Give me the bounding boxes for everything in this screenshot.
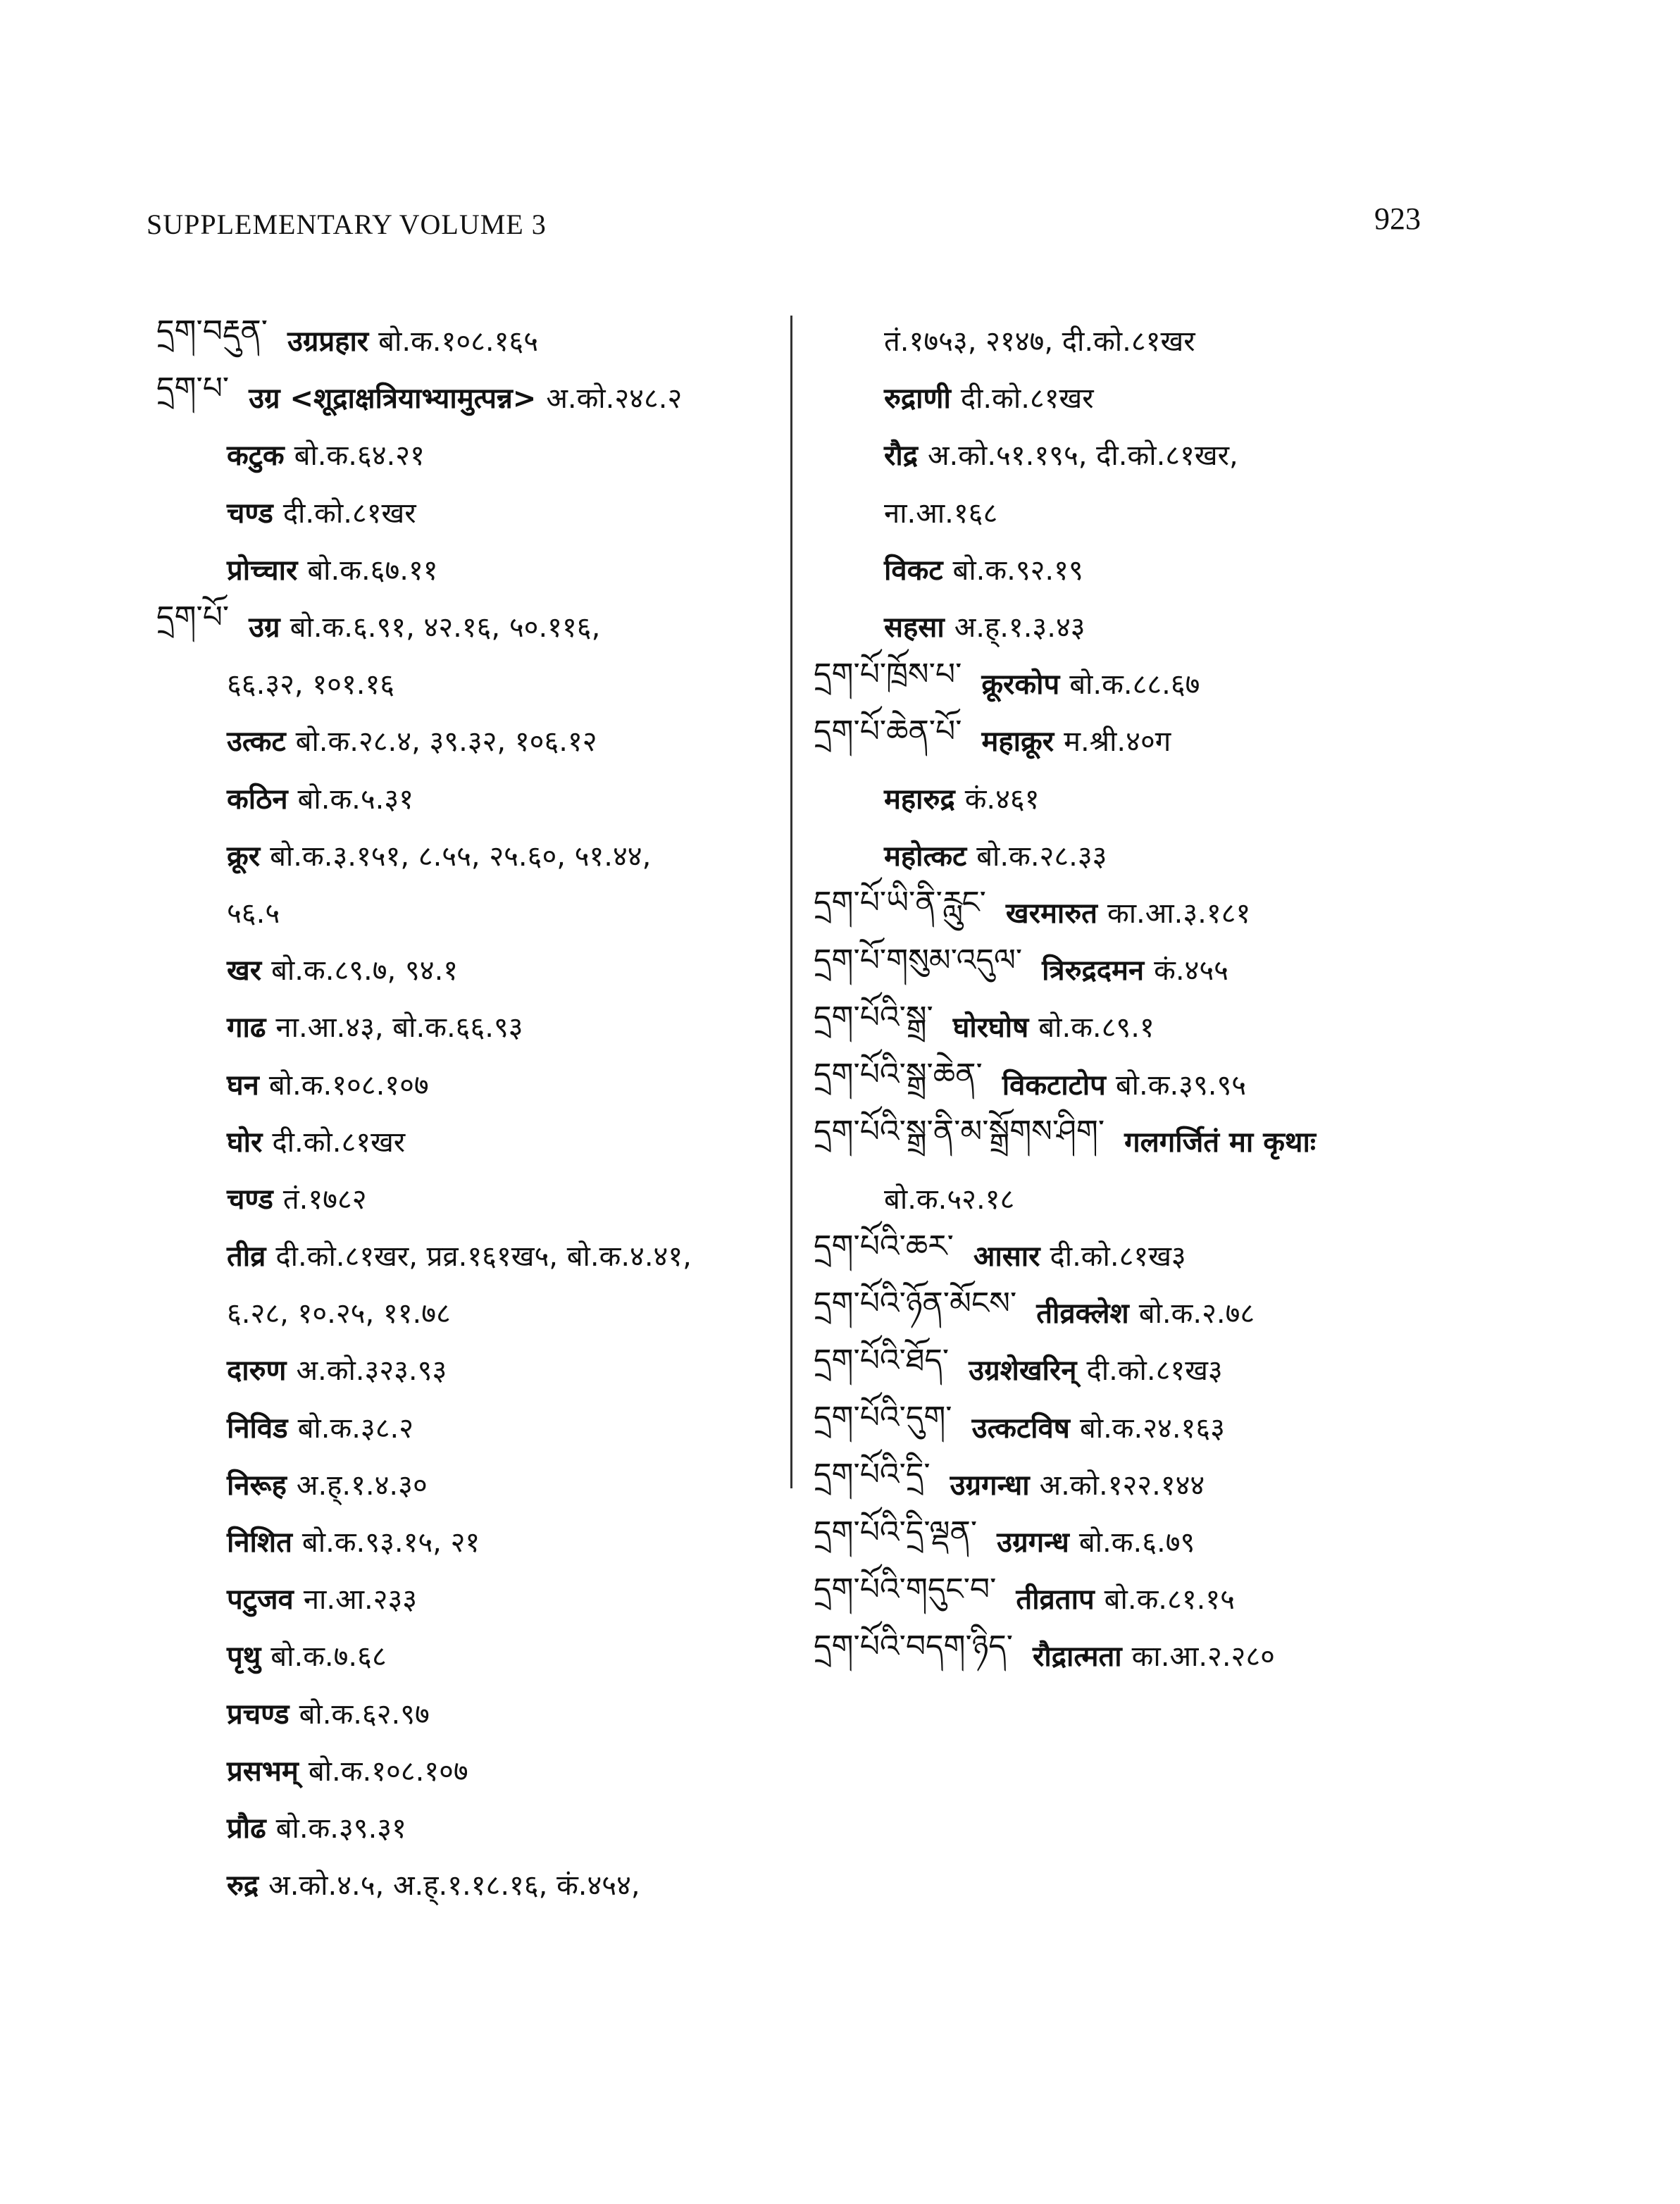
source-reference: दी.को.८१खर xyxy=(272,1126,406,1159)
source-reference: ना.आ.१६८ xyxy=(884,497,998,530)
sanskrit-term: उग्रगन्धा xyxy=(950,1469,1030,1502)
source-reference: तं.१७५३, २१४७, दी.को.८१खर xyxy=(884,325,1195,359)
entry-subline xyxy=(814,483,1448,540)
entry-headword-line xyxy=(814,1112,1448,1169)
sanskrit-term: निविड xyxy=(227,1412,288,1445)
source-reference: बो.क.५२.१८ xyxy=(884,1183,1015,1216)
tibetan-headword: དྲག་པོའི་སྒྲ་ xyxy=(814,999,933,1035)
tibetan-headword: དྲག་པོའི་ཆར་ xyxy=(814,1228,954,1264)
entry-subline xyxy=(156,1798,783,1855)
tibetan-headword: དྲག་པོའི་དྲི་ xyxy=(814,1457,931,1493)
sanskrit-term: घोरघोष xyxy=(952,1011,1029,1045)
tibetan-headword: དྲག་པོ་ཆེན་པོ་ xyxy=(814,713,962,749)
source-reference: अ.को.५१.१९५, दी.को.८१खर, xyxy=(927,440,1238,473)
sanskrit-term: रुद्राणी xyxy=(884,382,951,416)
entry-headword-line xyxy=(814,1626,1448,1683)
tibetan-headword: དྲག་པོ་ xyxy=(156,599,230,635)
sanskrit-term: तीव्रताप xyxy=(1016,1583,1095,1617)
source-reference: बो.क.६७.११ xyxy=(307,554,438,587)
sanskrit-term: उग्रप्रहार xyxy=(287,325,369,359)
entry-subline xyxy=(156,654,783,711)
entry-subline xyxy=(156,711,783,768)
sanskrit-term: चण्ड xyxy=(227,497,273,530)
tibetan-headword: དྲག་པོའི་གདུང་བ་ xyxy=(814,1571,997,1607)
sanskrit-term: खर xyxy=(227,954,262,988)
entry-subline xyxy=(814,368,1448,425)
sanskrit-term: प्रचण्ड xyxy=(227,1698,290,1731)
sanskrit-term: घन xyxy=(227,1069,259,1102)
source-reference: बो.क.२८.३३ xyxy=(976,840,1107,873)
source-reference: बो.क.१०८.१०७ xyxy=(268,1069,429,1102)
sanskrit-term: निरूह xyxy=(227,1469,287,1502)
entry-subline xyxy=(156,1741,783,1798)
tibetan-headword: དྲག་པོ་ཁྲོས་པ་ xyxy=(814,656,962,692)
entry-subline xyxy=(156,1455,783,1512)
source-reference: अ.को.१२२.१४४ xyxy=(1039,1469,1205,1502)
tibetan-headword: དྲག་པ་ xyxy=(156,370,230,406)
entry-headword-line xyxy=(156,368,783,425)
source-reference: बो.क.६४.२१ xyxy=(294,440,425,473)
source-reference: अ.को.२४८.२ xyxy=(546,382,683,416)
source-reference: बो.क.८९.१ xyxy=(1038,1011,1155,1045)
sanskrit-term: उत्कट xyxy=(227,726,286,759)
sanskrit-term: रौद्रात्मता xyxy=(1033,1640,1122,1674)
source-reference: अ.को.४.५, अ.ह्.१.१८.१६, कं.४५४, xyxy=(268,1869,640,1903)
source-reference: बो.क.९२.१९ xyxy=(952,554,1083,587)
entry-subline xyxy=(156,769,783,826)
source-reference: कं.४६१ xyxy=(964,783,1040,816)
entry-subline xyxy=(156,1684,783,1741)
entry-subline xyxy=(156,1283,783,1340)
right-column xyxy=(814,311,1448,1684)
source-reference: अ.को.३२३.९३ xyxy=(296,1355,447,1388)
source-reference: बो.क.२८.४, ३९.३२, १०६.१२ xyxy=(295,726,597,759)
entry-subline xyxy=(814,311,1448,368)
running-head: SUPPLEMENTARY VOLUME 3 xyxy=(147,208,547,240)
sanskrit-term: प्रसभम् xyxy=(227,1755,299,1788)
sanskrit-term: त्रिरुद्रदमन xyxy=(1042,954,1145,988)
source-reference: कं.४५५ xyxy=(1154,954,1228,988)
source-reference: बो.क.६.७९ xyxy=(1078,1526,1195,1559)
source-reference: बो.क.८९.७, ९४.१ xyxy=(271,954,459,988)
sanskrit-term: रुद्र xyxy=(227,1869,259,1903)
source-reference: बो.क.८१.१५ xyxy=(1104,1583,1235,1617)
source-reference: बो.क.१०८.१६५ xyxy=(378,325,539,359)
tibetan-headword: དྲག་པོའི་དུག་ xyxy=(814,1400,952,1436)
source-reference: दी.को.८१खर xyxy=(282,497,416,530)
tibetan-headword: དྲག་པོའི་བདག་ཉིད་ xyxy=(814,1628,1014,1664)
source-reference: बो.क.३९.९५ xyxy=(1115,1069,1247,1102)
tibetan-headword: དྲག་པོའི་དྲི་ལྡན་ xyxy=(814,1514,978,1550)
sanskrit-term: उग्रशेखरिन् xyxy=(969,1355,1077,1388)
source-reference: बो.क.३८.२ xyxy=(297,1412,414,1445)
sanskrit-term: पृथु xyxy=(227,1640,261,1674)
sanskrit-term: खरमारुत xyxy=(1005,897,1097,930)
sanskrit-term: प्रोच्चार xyxy=(227,554,298,587)
entry-subline xyxy=(156,1569,783,1626)
sanskrit-term: महाक्रूर xyxy=(981,726,1054,759)
source-reference: दी.को.८१खर, प्रव्र.१६१ख५, बो.क.४.४१, xyxy=(275,1240,692,1274)
entry-subline xyxy=(156,1112,783,1169)
sanskrit-term: क्रूर xyxy=(227,840,261,873)
entry-subline xyxy=(156,1226,783,1283)
source-reference: बो.क.२४.१६३ xyxy=(1079,1412,1225,1445)
source-reference: बो.क.९३.१५, २१ xyxy=(301,1526,480,1559)
sanskrit-term: महोत्कट xyxy=(884,840,967,873)
source-reference: ना.आ.२३३ xyxy=(303,1583,418,1617)
sanskrit-term: तीव्रक्लेश xyxy=(1036,1297,1129,1331)
source-reference: बो.क.१०८.१०७ xyxy=(308,1755,468,1788)
sanskrit-term: विकट xyxy=(884,554,943,587)
sanskrit-term: उत्कटविष xyxy=(971,1412,1070,1445)
sanskrit-term: महारुद्र xyxy=(884,783,955,816)
sanskrit-term: रौद्र xyxy=(884,440,918,473)
sanskrit-term: निशित xyxy=(227,1526,292,1559)
source-reference: ५६.५ xyxy=(227,897,280,930)
tibetan-headword: དྲག་པོའི་ཐོད་ xyxy=(814,1342,950,1378)
entry-subline xyxy=(156,940,783,997)
entry-headword-line xyxy=(156,597,783,654)
source-reference: दी.को.८१खर xyxy=(960,382,1094,416)
entry-subline xyxy=(156,483,783,540)
tibetan-headword: དྲག་པོ་གསུམ་འདུལ་ xyxy=(814,942,1023,978)
source-reference: ६.२८, १०.२५, ११.७८ xyxy=(227,1297,451,1331)
sanskrit-term: दारुण xyxy=(227,1355,287,1388)
tibetan-headword: དྲག་པོ་ཡི་ནི་རླུང་ xyxy=(814,885,986,921)
entry-subline xyxy=(156,1855,783,1912)
source-reference: का.आ.३.१८१ xyxy=(1107,897,1251,930)
sanskrit-term: सहसा xyxy=(884,611,945,645)
entry-subline xyxy=(156,1626,783,1683)
source-reference: बो.क.७.६८ xyxy=(270,1640,387,1674)
entry-headword-line xyxy=(814,711,1448,768)
sanskrit-term: उग्रगन्ध xyxy=(997,1526,1069,1559)
entry-headword-line xyxy=(156,311,783,368)
column-divider xyxy=(790,316,792,1488)
source-reference: ना.आ.४३, बो.क.६६.९३ xyxy=(275,1011,523,1045)
sanskrit-term: प्रौढ xyxy=(227,1812,266,1845)
sanskrit-term: उग्र xyxy=(249,611,280,645)
sanskrit-term: कठिन xyxy=(227,783,288,816)
page-header xyxy=(147,201,1421,250)
tibetan-headword: དྲག་པོའི་ཉོན་མོངས་ xyxy=(814,1285,1017,1321)
sanskrit-term: गलगर्जितं मा कृथाः xyxy=(1124,1126,1316,1159)
source-reference: बो.क.६२.९७ xyxy=(299,1698,430,1731)
tibetan-headword: དྲག་པོའི་སྒྲ་ཆེན་ xyxy=(814,1057,983,1093)
entry-subline xyxy=(814,769,1448,826)
sanskrit-term: पटुजव xyxy=(227,1583,294,1617)
source-reference: बो.क.५.३१ xyxy=(297,783,413,816)
entry-subline xyxy=(156,425,783,482)
source-reference: अ.ह्.१.३.४३ xyxy=(954,611,1085,645)
tibetan-headword: དྲག་པོའི་སྒྲ་ནི་མ་སྒྲོགས་ཤིག་ xyxy=(814,1114,1105,1150)
sanskrit-term: कटुक xyxy=(227,440,285,473)
sanskrit-term: तीव्र xyxy=(227,1240,266,1274)
entry-subline xyxy=(156,997,783,1054)
entry-subline xyxy=(156,1512,783,1569)
source-reference: अ.ह्.१.४.३० xyxy=(296,1469,428,1502)
entry-subline xyxy=(814,425,1448,482)
source-reference: ६६.३२, १०१.१६ xyxy=(227,668,395,702)
page-number: 923 xyxy=(1374,201,1421,236)
entry-subline xyxy=(814,540,1448,597)
entry-subline xyxy=(156,1398,783,1455)
source-reference: बो.क.३.१५१, ८.५५, २५.६०, ५१.४४, xyxy=(270,840,652,873)
entry-subline xyxy=(156,1054,783,1112)
source-reference: बो.क.२.७८ xyxy=(1138,1297,1255,1331)
sanskrit-term: गाढ xyxy=(227,1011,266,1045)
source-reference: बो.क.६.९१, ४२.१६, ५०.११६, xyxy=(290,611,601,645)
source-reference: दी.को.८१ख३ xyxy=(1050,1240,1186,1274)
sanskrit-term: घोर xyxy=(227,1126,263,1159)
sanskrit-term: चण्ड xyxy=(227,1183,273,1216)
sanskrit-term: आसार xyxy=(973,1240,1040,1274)
tibetan-headword: དྲག་བརྡུན་ xyxy=(156,313,268,349)
entry-subline xyxy=(156,540,783,597)
source-reference: का.आ.२.२८० xyxy=(1131,1640,1275,1674)
entry-subline xyxy=(156,1169,783,1226)
source-reference: बो.क.३९.३१ xyxy=(275,1812,406,1845)
sanskrit-term: विकटाटोप xyxy=(1002,1069,1106,1102)
left-column xyxy=(156,311,783,1912)
source-reference: दी.को.८१ख३ xyxy=(1086,1355,1223,1388)
entry-subline xyxy=(156,826,783,883)
entry-subline xyxy=(156,1340,783,1397)
source-reference: बो.क.८८.६७ xyxy=(1069,668,1200,702)
source-reference: तं.१७८२ xyxy=(282,1183,367,1216)
sanskrit-term: क्रूरकोप xyxy=(981,668,1060,702)
source-reference: म.श्री.४०ग xyxy=(1064,726,1171,759)
sanskrit-term: उग्र <शूद्राक्षत्रियाभ्यामुत्पन्न> xyxy=(249,382,537,416)
entry-subline xyxy=(156,883,783,940)
